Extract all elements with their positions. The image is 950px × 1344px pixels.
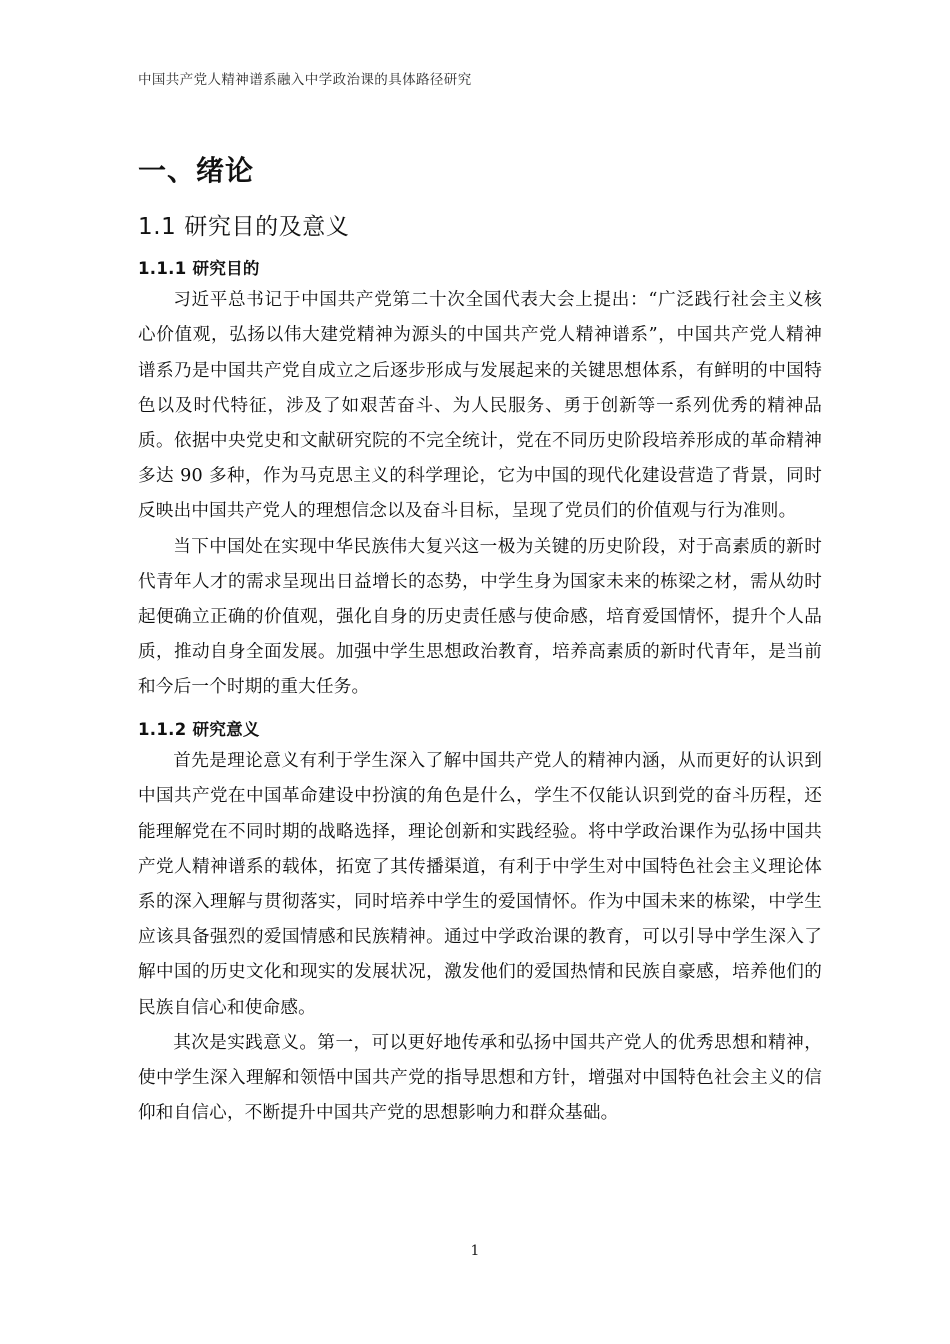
paragraph: 习近平总书记于中国共产党第二十次全国代表大会上提出：“广泛践行社会主义核心价值观，弘扬以伟大建党精神为源头的中国共产党人精神谱系”，中国共产党人精神谱系乃是中国共产党自成立之后逐步形成与发展起来的关键思想体系，有鲜明的中国特色以及时代特征，涉及了如艰苦奋斗、为人民服务、勇于创新等一系列优秀的精神品质。依据中央党史和文献研究院的不完全统计，党在不同历史阶段培养形成的革命精神多达 90 多种，作为马克思主义的科学理论，它为中国的现代化建设营造了背景，同时反映出中国共产党人的理想信念以及奋斗目标，呈现了党员们的价值观与行为准则。 bbox=[138, 290, 822, 522]
page-content bbox=[138, 150, 822, 1131]
subsection-heading-1: 1.1.1 研究目的 bbox=[138, 258, 260, 278]
paragraph: 其次是实践意义。第一，可以更好地传承和弘扬中国共产党人的优秀思想和精神，使中学生深入理解和领悟中国共产党的指导思想和方针，增强对中国特色社会主义的信仰和自信心，不断提升中国共产党的思想影响力和群众基础。 bbox=[138, 1032, 822, 1124]
subsection-heading-2: 1.1.2 研究意义 bbox=[138, 719, 260, 739]
running-header: 中国共产党人精神谱系融入中学政治课的具体路径研究 bbox=[138, 72, 472, 88]
paragraph: 当下中国处在实现中华民族伟大复兴这一极为关键的历史阶段，对于高素质的新时代青年人才的需求呈现出日益增长的态势，中学生身为国家未来的栋梁之材，需从幼时起便确立正确的价值观，强化自身的历史责任感与使命感，培育爱国情怀，提升个人品质，推动自身全面发展。加强中学生思想政治教育，培养高素质的新时代青年，是当前和今后一个时期的重大任务。 bbox=[138, 536, 822, 698]
page-number: 1 bbox=[470, 1243, 480, 1259]
paragraph: 首先是理论意义有利于学生深入了解中国共产党人的精神内涵，从而更好的认识到中国共产党在中国革命建设中扮演的角色是什么，学生不仅能认识到党的奋斗历程，还能理解党在不同时期的战略选择，理论创新和实践经验。将中学政治课作为弘扬中国共产党人精神谱系的载体，拓宽了其传播渠道，有利于中学生对中国特色社会主义理论体系的深入理解与贯彻落实，同时培养中学生的爱国情怀。作为中国未来的栋梁，中学生应该具备强烈的爱国情感和民族精神。通过中学政治课的教育，可以引导中学生深入了解中国的历史文化和现实的发展状况，激发他们的爱国热情和民族自豪感，培养他们的民族自信心和使命感。 bbox=[138, 751, 822, 1018]
chapter-title: 一、绪论 bbox=[138, 154, 255, 187]
section-heading: 1.1 研究目的及意义 bbox=[138, 214, 350, 240]
